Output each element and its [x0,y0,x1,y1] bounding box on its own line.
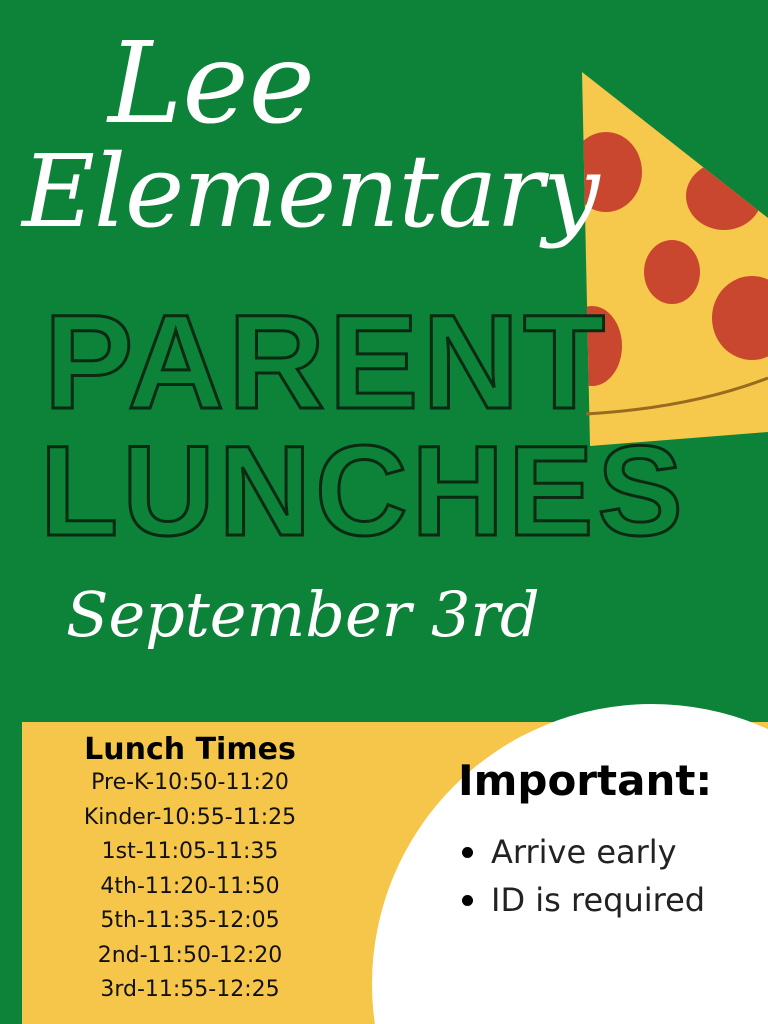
lunch-time-item: Pre-K-10:50-11:20 [91,770,289,795]
lunch-times-header: Lunch Times [84,732,296,767]
event-date: September 3rd [66,578,540,651]
important-item [458,876,705,924]
important-title: Important: [458,756,713,805]
lunch-time-item: 5th-11:35-12:05 [100,908,280,933]
headline-lunches: LUNCHES [40,420,687,563]
lunch-time-item: Kinder-10:55-11:25 [83,804,297,830]
bullet-icon [462,895,473,906]
title-line-1: Lee [108,19,315,149]
important-item [458,828,705,876]
lunch-time-item: 3rd-11:55-12:25 [100,977,280,1002]
bullet-icon [462,847,473,858]
lunch-time-item: 2nd-11:50-12:20 [97,942,283,968]
lunch-time-item: 1st-11:05-11:35 [101,839,279,864]
important-item-text: Arrive early [491,833,677,871]
headline-parent: PARENT [44,288,609,437]
important-item-text: ID is required [491,881,706,919]
title-line-2: Elementary [22,133,599,250]
lunch-times-list [22,768,358,1010]
lunch-time-item: 4th-11:20-11:50 [100,873,280,899]
important-list [458,828,705,924]
